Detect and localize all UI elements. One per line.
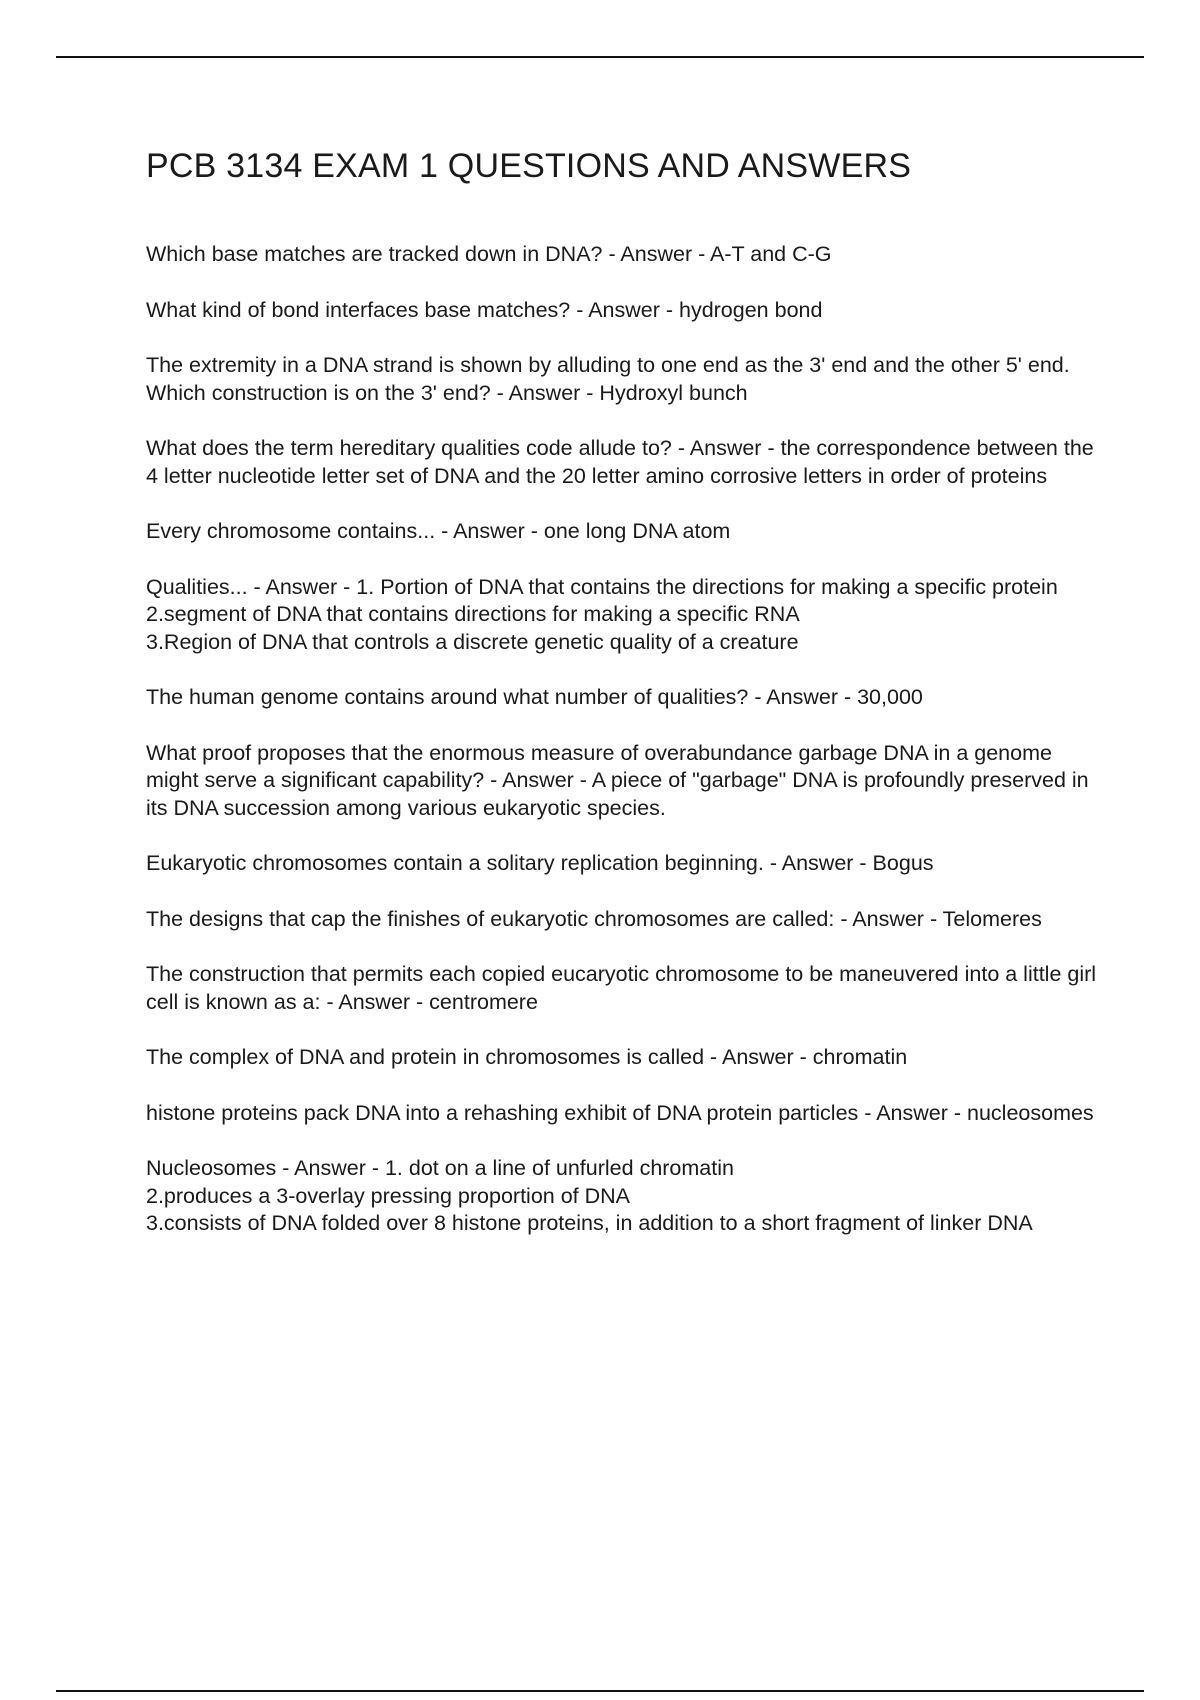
qa-item	[146, 850, 1106, 878]
qa-line: What kind of bond interfaces base matches? - Answer - hydrogen bond	[146, 297, 823, 322]
question-answer-list	[146, 241, 1106, 1266]
qa-line: Every chromosome contains... - Answer - one long DNA atom	[146, 519, 731, 543]
qa-item	[146, 518, 1106, 546]
qa-line: The extremity in a DNA strand is shown by alluding to one end as the 3' end and the other 5' end. Which construction is on the 3' end? - Answer - Hydroxyl bunch	[146, 353, 1070, 405]
qa-item	[146, 1155, 1106, 1238]
top-divider	[56, 56, 1144, 58]
qa-line: 3.Region of DNA that controls a discrete genetic quality of a creature	[146, 629, 799, 654]
qa-item	[146, 574, 1106, 657]
qa-line: Eukaryotic chromosomes contain a solitary replication beginning. - Answer - Bogus	[146, 851, 934, 875]
qa-line: 2.produces a 3-overlay pressing proportion of DNA	[146, 1183, 631, 1208]
qa-item	[146, 961, 1106, 1016]
qa-line: 3.consists of DNA folded over 8 histone proteins, in addition to a short fragment of linker DNA	[146, 1211, 1033, 1235]
qa-item	[146, 684, 1106, 712]
qa-item	[146, 1044, 1106, 1072]
qa-line: Nucleosomes - Answer - 1. dot on a line of unfurled chromatin	[146, 1156, 734, 1180]
qa-line: The human genome contains around what number of qualities? - Answer - 30,000	[146, 685, 923, 709]
bottom-divider	[56, 1690, 1144, 1692]
qa-item	[146, 352, 1106, 407]
qa-line: The complex of DNA and protein in chromosomes is called - Answer - chromatin	[146, 1045, 908, 1069]
qa-item	[146, 241, 1106, 269]
qa-item	[146, 435, 1106, 490]
qa-line: histone proteins pack DNA into a rehashing exhibit of DNA protein particles - Answer - nucleosomes	[146, 1100, 1094, 1125]
qa-line: What proof proposes that the enormous measure of overabundance garbage DNA in a genome might serve a significant capability? - Answer - A piece of "garbage" DNA is profoundly preserved in its DNA succession among various eukaryotic species.	[146, 740, 1089, 820]
qa-line: Which base matches are tracked down in DNA? - Answer - A-T and C-G	[146, 242, 832, 266]
qa-item	[146, 906, 1106, 934]
qa-line: The designs that cap the finishes of eukaryotic chromosomes are called: - Answer - Telomeres	[146, 906, 1042, 931]
document-title: PCB 3134 EXAM 1 QUESTIONS AND ANSWERS	[146, 147, 912, 185]
qa-line: The construction that permits each copied eucaryotic chromosome to be maneuvered into a little girl cell is known as a: - Answer - centromere	[146, 962, 1097, 1014]
qa-item	[146, 297, 1106, 325]
qa-line: 2.segment of DNA that contains directions for making a specific RNA	[146, 602, 800, 626]
qa-item	[146, 1100, 1106, 1128]
qa-line: Qualities... - Answer - 1. Portion of DNA that contains the directions for making a specific protein	[146, 574, 1058, 599]
qa-line: What does the term hereditary qualities code allude to? - Answer - the correspondence between the 4 letter nucleotide letter set of DNA and the 20 letter amino corrosive letters in order of proteins	[146, 436, 1094, 488]
qa-item	[146, 740, 1106, 823]
